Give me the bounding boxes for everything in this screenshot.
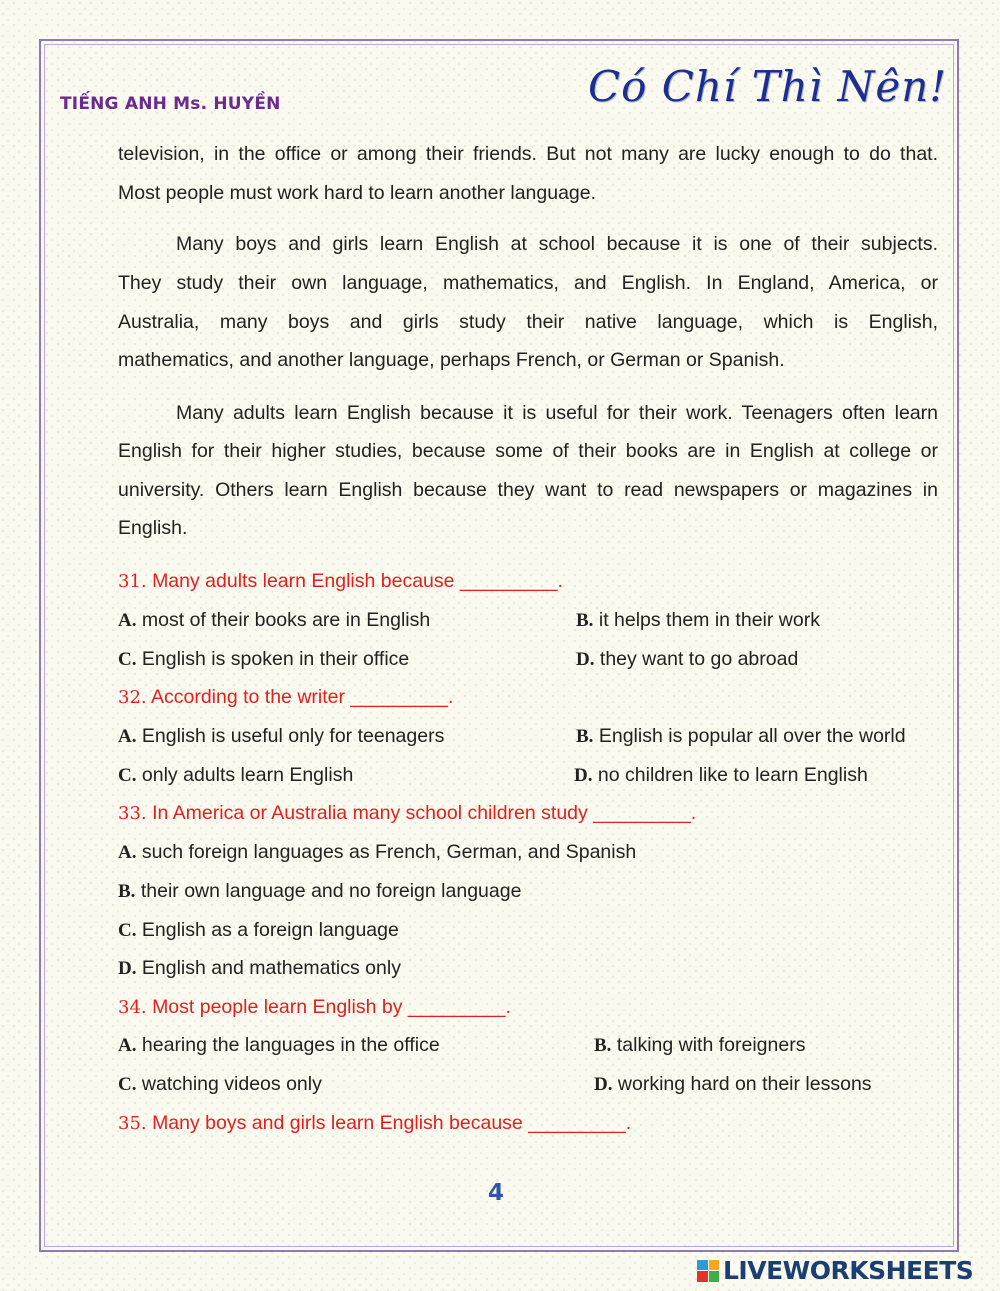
option-31-c[interactable] <box>118 647 409 672</box>
option-text: watching videos only <box>141 1073 322 1095</box>
option-letter: D. <box>574 765 593 786</box>
question-text: Most people learn English by _________. <box>152 996 511 1018</box>
option-text: English is popular all over the world <box>598 725 906 747</box>
option-letter: C. <box>118 920 137 941</box>
passage-line: Australia, many boys and girls study their native language, which is English, <box>118 311 938 333</box>
passage-line: Many boys and girls learn English at school because it is one of their subjects. <box>176 233 938 255</box>
logo-tile <box>709 1260 720 1271</box>
option-letter: A. <box>118 842 137 863</box>
option-text: they want to go abroad <box>599 648 799 670</box>
option-32-a[interactable] <box>118 724 444 749</box>
header-motto: Có Chí Thì Nên! <box>588 62 948 111</box>
option-text: it helps them in their work <box>598 609 820 631</box>
question-32 <box>118 685 453 710</box>
question-number: 32. <box>118 687 147 708</box>
option-33-b[interactable] <box>118 879 521 904</box>
liveworksheets-text: LIVEWORKSHEETS <box>723 1256 974 1285</box>
passage-line: English for their higher studies, because some of their books are in English at college or <box>118 440 938 462</box>
option-text: English and mathematics only <box>141 957 401 979</box>
option-text: their own language and no foreign language <box>140 880 522 902</box>
liveworksheets-logo-icon <box>697 1260 719 1282</box>
logo-tile <box>697 1271 708 1282</box>
question-text: Many boys and girls learn English because _________. <box>152 1112 632 1134</box>
passage-line: university. Others learn English because they want to read newspapers or magazines in <box>118 479 938 501</box>
option-32-c[interactable] <box>118 763 353 788</box>
option-letter: B. <box>576 610 594 631</box>
option-34-c[interactable] <box>118 1072 322 1097</box>
option-letter: C. <box>118 1074 137 1095</box>
option-text: English is spoken in their office <box>141 648 410 670</box>
passage-line: Most people must work hard to learn another language. <box>118 182 597 204</box>
option-text: English as a foreign language <box>141 919 399 941</box>
option-letter: B. <box>576 726 594 747</box>
passage-line: television, in the office or among their friends. But not many are lucky enough to do that. <box>118 143 938 165</box>
question-number: 34. <box>118 997 147 1018</box>
question-number: 31. <box>118 571 147 592</box>
question-number: 33. <box>118 803 147 824</box>
page-number: 4 <box>488 1180 505 1206</box>
option-33-a[interactable] <box>118 840 636 865</box>
option-text: most of their books are in English <box>141 609 431 631</box>
question-number: 35. <box>118 1113 147 1134</box>
option-33-c[interactable] <box>118 918 399 943</box>
option-letter: D. <box>118 958 137 979</box>
question-33 <box>118 801 696 826</box>
header-brand: TIẾNG ANH Ms. HUYỀN <box>60 94 281 114</box>
option-33-d[interactable] <box>118 956 401 981</box>
question-34 <box>118 995 511 1020</box>
question-35 <box>118 1111 631 1136</box>
passage-line: Many adults learn English because it is useful for their work. Teenagers often learn <box>176 402 938 424</box>
option-31-b[interactable] <box>576 608 820 633</box>
option-text: hearing the languages in the office <box>141 1034 440 1056</box>
question-text: According to the writer _________. <box>150 686 454 708</box>
option-32-d[interactable] <box>574 763 868 788</box>
option-letter: A. <box>118 726 137 747</box>
logo-tile <box>697 1260 708 1271</box>
option-letter: A. <box>118 610 137 631</box>
page-border-inner <box>44 44 954 1247</box>
passage-line: mathematics, and another language, perhaps French, or German or Spanish. <box>118 349 785 371</box>
option-letter: C. <box>118 765 137 786</box>
liveworksheets-brand[interactable] <box>697 1256 973 1285</box>
passage-line: English. <box>118 517 188 539</box>
question-31 <box>118 569 563 594</box>
option-letter: B. <box>594 1035 612 1056</box>
logo-tile <box>709 1271 720 1282</box>
question-text: Many adults learn English because _________. <box>152 570 563 592</box>
option-31-a[interactable] <box>118 608 430 633</box>
option-text: working hard on their lessons <box>617 1073 872 1095</box>
option-letter: D. <box>576 649 595 670</box>
option-text: English is useful only for teenagers <box>141 725 445 747</box>
option-34-b[interactable] <box>594 1033 805 1058</box>
option-32-b[interactable] <box>576 724 906 749</box>
passage-line: They study their own language, mathematics, and English. In England, America, or <box>118 272 938 294</box>
option-text: only adults learn English <box>141 764 354 786</box>
option-letter: D. <box>594 1074 613 1095</box>
question-text: In America or Australia many school children study _________. <box>152 802 697 824</box>
option-letter: B. <box>118 881 136 902</box>
option-text: no children like to learn English <box>597 764 868 786</box>
option-letter: A. <box>118 1035 137 1056</box>
option-31-d[interactable] <box>576 647 798 672</box>
option-text: talking with foreigners <box>616 1034 806 1056</box>
option-text: such foreign languages as French, German, and Spanish <box>141 841 637 863</box>
option-34-d[interactable] <box>594 1072 872 1097</box>
option-letter: C. <box>118 649 137 670</box>
option-34-a[interactable] <box>118 1033 440 1058</box>
